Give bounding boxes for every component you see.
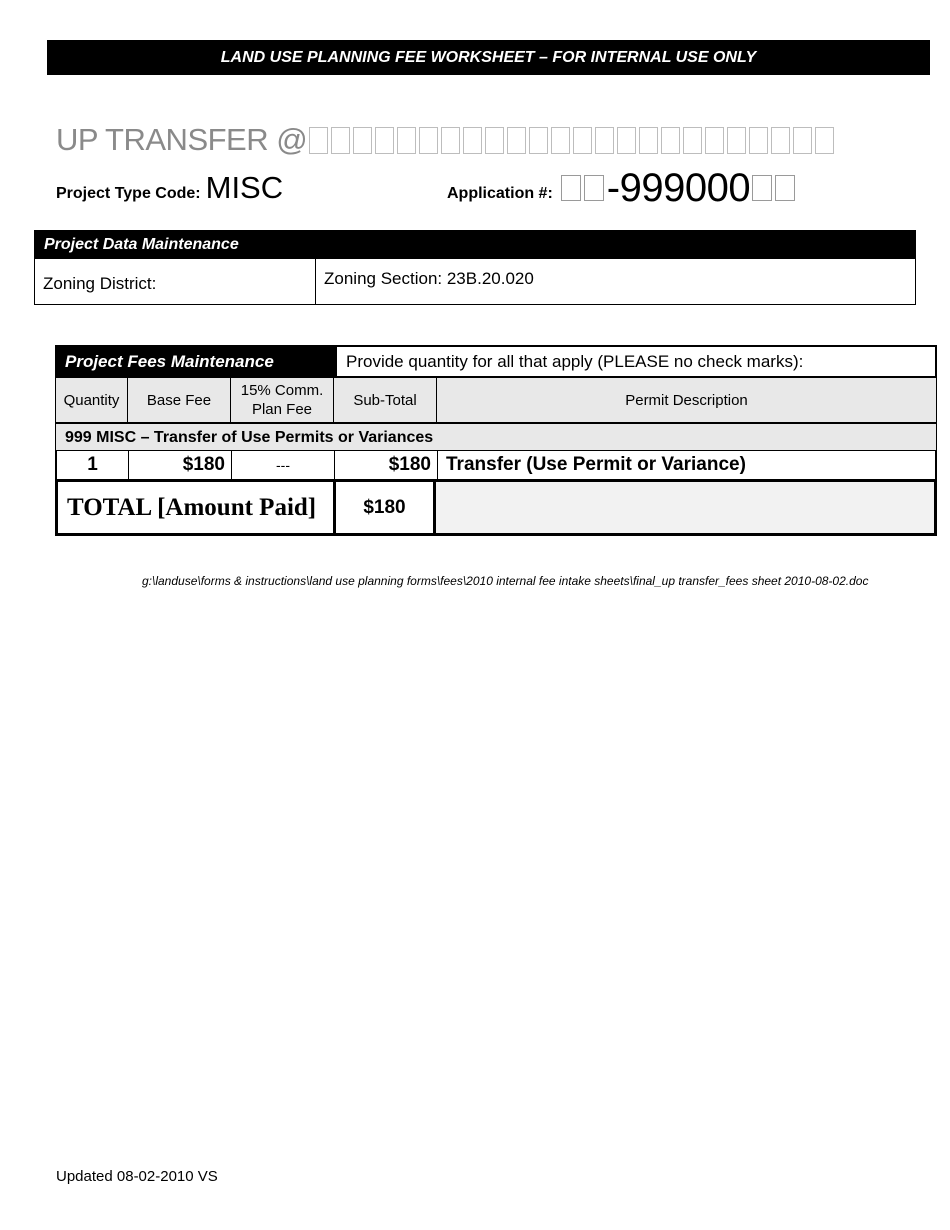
- table-row: [55, 451, 937, 479]
- zoning-section: Zoning Section: 23B.20.020: [324, 269, 534, 288]
- placeholder-boxes: [309, 127, 837, 154]
- application-value: -999000: [606, 165, 751, 210]
- project-data-maintenance: [34, 230, 916, 305]
- fees-instruction: Provide quantity for all that apply (PLEASE no check marks):: [337, 345, 937, 378]
- total-label: TOTAL [Amount Paid]: [58, 482, 336, 533]
- total-blank-cell: [436, 482, 934, 533]
- col-comm-plan-fee: [231, 378, 334, 422]
- project-type-code: [56, 170, 283, 210]
- row-comm-plan-fee: ---: [232, 451, 335, 479]
- col-subtotal: Sub-Total: [334, 378, 437, 422]
- project-data-heading: Project Data Maintenance: [35, 231, 915, 259]
- application-label: Application #:: [447, 185, 553, 202]
- file-path: g:\landuse\forms & instructions\land use planning forms\fees\2010 internal fee intake sheets\final_up transfer_fees sheet 2010-08-02.doc: [142, 574, 869, 588]
- application-prefix-boxes: [561, 175, 607, 201]
- fees-heading: Project Fees Maintenance: [55, 345, 337, 378]
- project-type-value: MISC: [205, 170, 284, 205]
- col-description: Permit Description: [625, 391, 748, 409]
- row-quantity[interactable]: 1: [57, 451, 129, 479]
- col-comm-plan-fee-line2: Plan Fee: [251, 401, 313, 418]
- application-number: [447, 166, 798, 210]
- total-row: [55, 479, 937, 536]
- fee-section-title: 999 MISC – Transfer of Use Permits or Variances: [55, 424, 937, 451]
- application-suffix-boxes: [752, 175, 798, 201]
- worksheet-banner: LAND USE PLANNING FEE WORKSHEET – FOR INTERNAL USE ONLY: [47, 40, 930, 75]
- updated-note: Updated 08-02-2010 VS: [56, 1168, 218, 1185]
- row-description: Transfer (Use Permit or Variance): [446, 454, 746, 475]
- col-base-fee: Base Fee: [128, 378, 231, 422]
- col-quantity: Quantity: [56, 378, 128, 422]
- project-fees-table: [55, 345, 937, 538]
- col-comm-plan-fee-line1: 15% Comm.: [240, 382, 324, 399]
- project-type-label: Project Type Code:: [56, 185, 201, 202]
- fees-column-headers: [55, 378, 937, 424]
- zoning-district-label: Zoning District:: [35, 259, 316, 304]
- row-subtotal: $180: [335, 451, 438, 479]
- form-title-text: UP TRANSFER @: [56, 122, 308, 157]
- form-title: [56, 118, 837, 162]
- row-base-fee: $180: [129, 451, 232, 479]
- total-amount: $180: [336, 482, 436, 533]
